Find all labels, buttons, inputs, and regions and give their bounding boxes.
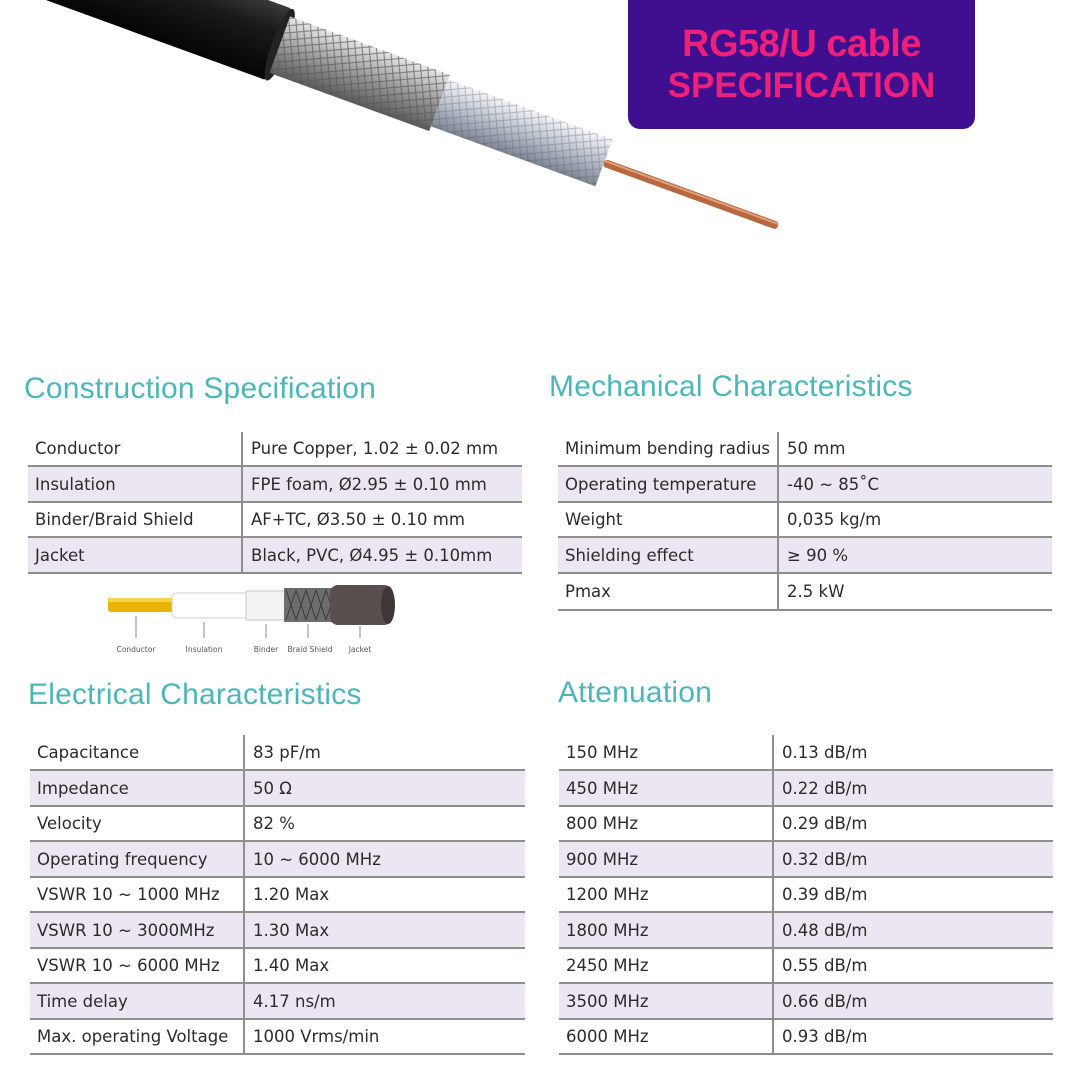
table-row (28, 537, 522, 573)
spec-key: Minimum bending radius (558, 432, 778, 466)
spec-value: 0.22 dB/m (773, 770, 1053, 806)
spec-value: 1.20 Max (244, 877, 525, 912)
spec-value: Black, PVC, Ø4.95 ± 0.10mm (242, 537, 522, 573)
spec-value: 83 pF/m (244, 735, 525, 770)
table-row (558, 537, 1052, 573)
table-row (28, 502, 522, 537)
spec-key: Velocity (30, 806, 244, 841)
table-row (558, 573, 1052, 610)
spec-value: 4.17 ns/m (244, 983, 525, 1019)
spec-value: FPE foam, Ø2.95 ± 0.10 mm (242, 466, 522, 502)
table-row (559, 770, 1053, 806)
spec-value: 0,035 kg/m (778, 502, 1052, 537)
table-row (559, 912, 1053, 948)
table-row (559, 877, 1053, 912)
spec-key: Impedance (30, 770, 244, 806)
spec-key: Operating temperature (558, 466, 778, 502)
table-row (30, 983, 525, 1019)
spec-key: 800 MHz (559, 806, 773, 841)
spec-value: 10 ~ 6000 MHz (244, 841, 525, 877)
table-row (28, 466, 522, 502)
spec-value: 82 % (244, 806, 525, 841)
table-row (559, 806, 1053, 841)
spec-value: 2.5 kW (778, 573, 1052, 610)
mechanical-table (558, 432, 1052, 611)
spec-value: -40 ~ 85˚C (778, 466, 1052, 502)
table-row (30, 948, 525, 983)
spec-key: VSWR 10 ~ 1000 MHz (30, 877, 244, 912)
attenuation-heading: Attenuation (558, 676, 712, 709)
electrical-heading: Electrical Characteristics (28, 678, 362, 711)
spec-value: 1.40 Max (244, 948, 525, 983)
diagram-label-insulation: Insulation (185, 645, 223, 654)
table-row (559, 948, 1053, 983)
spec-key: Binder/Braid Shield (28, 502, 242, 537)
spec-key: 1200 MHz (559, 877, 773, 912)
table-row (30, 806, 525, 841)
spec-key: 150 MHz (559, 735, 773, 770)
spec-value: 50 mm (778, 432, 1052, 466)
mechanical-heading: Mechanical Characteristics (549, 370, 913, 403)
table-row (30, 770, 525, 806)
table-row (559, 841, 1053, 877)
diagram-label-conductor: Conductor (116, 645, 156, 654)
table-row (30, 912, 525, 948)
spec-value: 0.13 dB/m (773, 735, 1053, 770)
spec-key: Time delay (30, 983, 244, 1019)
table-row (559, 1019, 1053, 1054)
table-row (558, 466, 1052, 502)
spec-key: 3500 MHz (559, 983, 773, 1019)
table-row (30, 841, 525, 877)
spec-key: Operating frequency (30, 841, 244, 877)
spec-value: 0.93 dB/m (773, 1019, 1053, 1054)
spec-key: 450 MHz (559, 770, 773, 806)
table-row (30, 1019, 525, 1054)
table-row (30, 735, 525, 770)
banner-subtitle: SPECIFICATION (667, 66, 936, 106)
spec-value: AF+TC, Ø3.50 ± 0.10 mm (242, 502, 522, 537)
title-banner (628, 0, 975, 129)
spec-value: 1.30 Max (244, 912, 525, 948)
banner-title: RG58/U cable (682, 22, 921, 65)
spec-value: 1000 Vrms/min (244, 1019, 525, 1054)
diagram-label-braid-shield: Braid Shield (287, 645, 333, 654)
construction-table (28, 432, 522, 574)
spec-value: 0.66 dB/m (773, 983, 1053, 1019)
table-row (558, 432, 1052, 466)
spec-key: Max. operating Voltage (30, 1019, 244, 1054)
table-row (559, 735, 1053, 770)
spec-value: 0.48 dB/m (773, 912, 1053, 948)
spec-value: ≥ 90 % (778, 537, 1052, 573)
spec-key: Capacitance (30, 735, 244, 770)
cable-layer-diagram (100, 580, 410, 658)
spec-key: Conductor (28, 432, 242, 466)
spec-key: 1800 MHz (559, 912, 773, 948)
spec-key: Insulation (28, 466, 242, 502)
spec-value: Pure Copper, 1.02 ± 0.02 mm (242, 432, 522, 466)
diagram-label-binder: Binder (253, 645, 279, 654)
spec-key: Jacket (28, 537, 242, 573)
spec-key: 900 MHz (559, 841, 773, 877)
spec-key: 2450 MHz (559, 948, 773, 983)
construction-heading: Construction Specification (24, 372, 377, 405)
table-row (558, 502, 1052, 537)
table-row (559, 983, 1053, 1019)
spec-value: 50 Ω (244, 770, 525, 806)
spec-key: Pmax (558, 573, 778, 610)
table-row (30, 877, 525, 912)
spec-key: Shielding effect (558, 537, 778, 573)
spec-key: Weight (558, 502, 778, 537)
attenuation-table (559, 735, 1053, 1055)
spec-key: VSWR 10 ~ 3000MHz (30, 912, 244, 948)
electrical-table (30, 735, 525, 1055)
spec-value: 0.29 dB/m (773, 806, 1053, 841)
table-row (28, 432, 522, 466)
diagram-label-jacket: Jacket (348, 645, 372, 654)
spec-value: 0.39 dB/m (773, 877, 1053, 912)
spec-value: 0.32 dB/m (773, 841, 1053, 877)
spec-value: 0.55 dB/m (773, 948, 1053, 983)
spec-key: 6000 MHz (559, 1019, 773, 1054)
spec-key: VSWR 10 ~ 6000 MHz (30, 948, 244, 983)
